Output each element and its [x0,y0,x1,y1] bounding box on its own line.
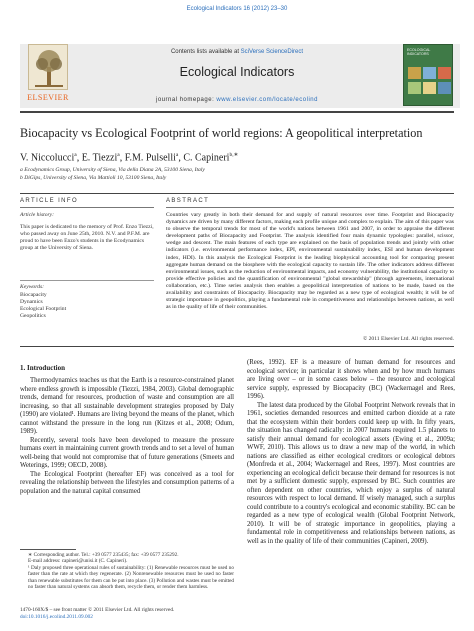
right-column [247,359,455,546]
contents-prefix: Contents lists available at [170,49,241,55]
keyword: Ecological Footprint [20,306,67,312]
abstract-heading: ABSTRACT [166,198,210,204]
keyword: Biocapacity [20,292,47,298]
cover-tile [423,82,436,94]
cover-title: ECOLOGICAL INDICATORS [407,48,431,56]
affiliation: b DiGips, University of Siena, Via Mattioli 10, 53100 Siena, Italy [20,175,167,181]
cover-tile [408,67,421,79]
cover-tile [438,67,451,79]
cover-tile [438,82,451,94]
corresponding-author-note: ∗ Corresponding author. Tel.: +39 0577 235435; fax: +39 0577 235292. [28,552,179,558]
keywords-label: Keywords: [20,284,45,290]
body-paragraph: (Rees, 1992). EF is a measure of human demand for resources and ecological service; in particular it shows when and by how much humans are living over – or in some cases below – the resource and ecological service supply, expressed by Biocapacity (BC) (Wackernagel and Rees, 1996). [247,359,455,400]
affiliation: a Ecodynamics Group, University of Siena, Via della Diana 2A, 53100 Siena, Italy [20,167,205,173]
keyword: Geopolitics [20,313,46,319]
author-list: V. Niccolucci$^a$, E. Tiezzi$^a$, F.M. Pulselli$^a$, C. Capineri$^{b,∗}$ [20,152,239,164]
footnote-rule [20,549,76,550]
elsevier-wordmark: ELSEVIER [27,93,69,102]
email-note[interactable]: E-mail address: capineri@unisi.it (C. Capineri). [28,558,128,565]
author-name[interactable]: V. Niccolucci [20,152,75,164]
cover-tile [423,67,436,79]
keywords-rule [20,280,154,281]
author-name[interactable]: F.M. Pulselli [124,152,176,164]
author-affiliation-mark: a [175,152,179,158]
abstract-rule [166,207,454,208]
homepage-link[interactable]: www.elsevier.com/locate/ecolind [216,97,318,103]
footnote-1: ¹ Daly proposed three operational rules of sustainability: (1) Renewable resources must be used no faster than the rate at which they regenerate. (2) Nonrenewable resources must be used no faster than renewable substitutes for them can be put into place. (3) Pollution and wastes must be emitted no faster than natural systems can absorb them, recycle them, or render them harmless. [28,564,234,591]
homepage-prefix: journal homepage: [156,97,217,103]
history-label: Article history: [20,212,55,218]
author-affiliation-mark: a [74,152,77,158]
author-name[interactable]: C. Capineri [183,152,230,164]
sciencedirect-link[interactable]: SciVerse ScienceDirect [240,49,304,55]
abstract-text: Countries vary greatly in both their demand for and supply of natural resources over time. Footprint and Biocapacity dynamics are driven by many different factors, making each profile unique and complex to explain. The aim of this paper was to observe the temporal trends for most of the world's nations between 1961 and 2007, in order to appraise the different development paths of Biocapacity and Footprint. The analysis identified four main dynamic typologies: parallel, scissor, wedge and descent. The main features of each type are explained on the basis of population trends and jointly with other indicators (i.e. environmental performance index, EPI, environmental sustainability index, ESI and human development index, HDI). In this analysis the Ecological Footprint is the leading biophysical accounting tool for comparing present aggregate human demand on the biosphere with the ecological capacity to sustain life. The other indicators address different environmental issues, such as the reduction of environmental impacts, and economy vulnerability, the institutional capacity to provide effective policies and the quantification of environmental "global stewardship" (through agreements, international collaboration, etc.). Time series analysis then enables a geopolitical interpretation of nations to be made, based on the availability and constraints of Biocapacity. Biocapacity may be regarded as a new type of ecological wealth; it will be of strategic importance in geopolitics, playing a fundamental role in competitiveness and relationships between nations, as well as in the quality of life of their communities. [166,212,454,311]
author-name[interactable]: E. Tiezzi [81,152,118,164]
cover-tile [408,82,421,94]
section-divider [20,193,454,194]
journal-citation-link[interactable]: Ecological Indicators 16 (2012) 23–30 [186,6,288,12]
article-info-rule [20,207,154,208]
footnotes [20,552,234,590]
history-text: This paper is dedicated to the memory of Prof. Enzo Tiezzi, who passed away on June 25th, 2010. N.V. and P.F.M. are proud to have been Enzo's students in the Ecodynamics group at the University of Siena. [20,224,154,251]
journal-cover-image[interactable] [403,44,453,106]
publication-info [20,607,234,620]
author-affiliation-mark: b,∗ [229,152,239,158]
doi-link[interactable]: doi:10.1016/j.ecolind.2011.09.002 [20,613,93,620]
author-affiliation-mark: a [117,152,120,158]
copyright-notice: © 2011 Elsevier Ltd. All rights reserved. [362,336,454,342]
left-column [20,377,234,496]
body-paragraph: Recently, several tools have been developed to measure the pressure humans exert in maintaining current growth trends and to set a level of human well-being that would not compromise that of future generations (Smeets and Weterings, 1999; OECD, 2008). [20,436,234,469]
introduction-heading: 1. Introduction [20,364,65,372]
journal-title: Ecological Indicators [179,65,295,79]
article-info-heading: ARTICLE INFO [20,198,79,204]
body-paragraph: The latest data produced by the Global Footprint Network reveals that in 1961, societies demanded resources and emitted carbon dioxide at a rate that the ecosystem within their borders could keep up with. In fifty years, the situation has changed radically: in 2007 humans required 1.5 planets to satisfy their annual demand for ecological assets (Ewing et al., 2009a; WWF, 2010). This allows us to draw a new map of the world, in which nations are classified as either ecological creditors or ecological debtors (Monfreda et al., 2004; Wackernagel and Rees, 1997). Most countries are experiencing an ecological deficit because their demand for resources is not met by a sufficient domestic supply, expressed by BC. Such countries are often dependent on other countries, which enjoy a surplus of natural resources with respect to local demand. If wisely managed, such a surplus could contribute to a country's ecological and economic stability. BC can be regarded as a new type of ecological wealth (Global Footprint Network, 2010). It will be of strategic importance in geopolitics, playing a fundamental role in competitiveness and relationships between nations, as well as in the quality of life of their communities (Capineri, 2009). [247,401,455,545]
header-divider [20,111,454,113]
body-paragraph: The Ecological Footprint (hereafter EF) was conceived as a tool for revealing the relationship between the lifestyles and consumption patterns of a population and the natural capital consumed [20,470,234,495]
keyword: Dynamics [20,299,43,305]
issn-line: 1470-160X/$ – see front matter © 2011 Elsevier Ltd. All rights reserved. [20,607,175,613]
body-paragraph: Thermodynamics teaches us that the Earth is a resource-constrained planet where endless growth is impossible (Tiezzi, 1984, 2003). Global demographic trends, demand for resources, production of waste and consumption are all increasing, so that all sustainable development strategies proposed by Daly (1990) are violated¹. Humans are living beyond the means of the planet, which cannot withstand the pressure in the long run (Kitzes et al., 2008; Odum, 1989). [20,377,234,435]
article-title: Biocapacity vs Ecological Footprint of world regions: A geopolitical interpretation [20,126,423,140]
section-divider [20,346,454,347]
